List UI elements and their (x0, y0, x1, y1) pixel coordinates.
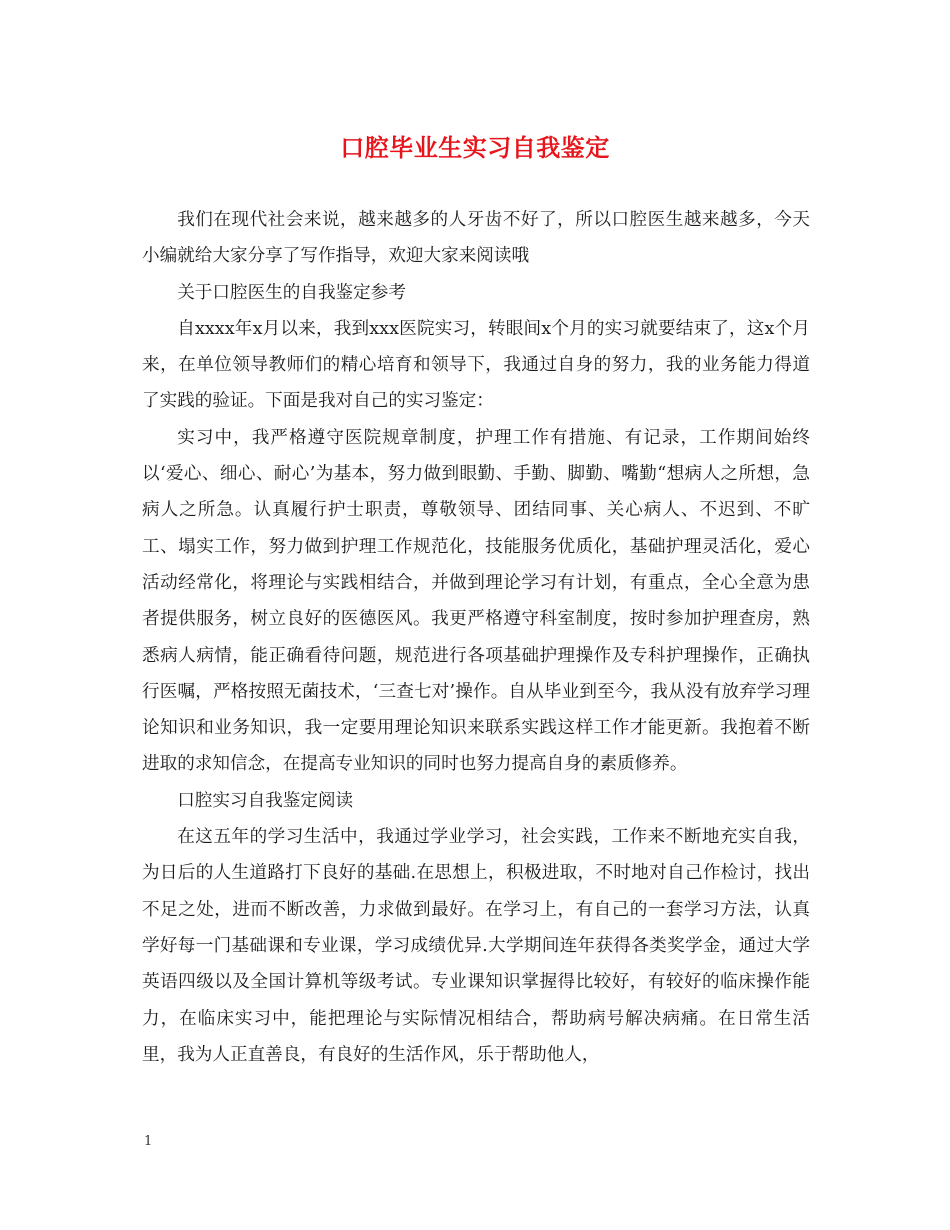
paragraph-heading-reading: 口腔实习自我鉴定阅读 (177, 790, 354, 811)
paragraph-internship-start: 自xxxx年x月以来，我到xxx医院实习，转眼间x个月的实习就要结束了，这x个月来，在单位领导教师们的精心培育和领导下，我通过自身的努力，我的业务能力得道了实践的验证。下面是我对自己的实习鉴定： (142, 318, 810, 412)
paragraph-intro: 我们在现代社会来说，越来越多的人牙齿不好了，所以口腔医生越来越多，今天小编就给大家分享了写作指导，欢迎大家来阅读哦 (142, 210, 810, 267)
page-number: 1 (144, 1134, 153, 1149)
paragraph-internship-details: 实习中，我严格遵守医院规章制度，护理工作有措施、有记录，工作期间始终以‘爱心、细心、耐心’为基本，努力做到眼勤、手勤、脚勤、嘴勤“想病人之所想，急病人之所急。认真履行护士职责，尊敬领导、团结同事、关心病人、不迟到、不旷工、塌实工作，努力做到护理工作规范化，技能服务优质化，基础护理灵活化，爱心活动经常化，将理论与实践相结合，并做到理论学习有计划，有重点，全心全意为患者提供服务，树立良好的医德医风。我更严格遵守科室制度，按时参加护理查房，熟悉病人病情，能正确看待问题，规范进行各项基础护理操作及专科护理操作，正确执行医嘱，严格按照无菌技术，‘三查七对’操作。自从毕业到至今，我从没有放弃学习理论知识和业务知识，我一定要用理论知识来联系实践这样工作才能更新。我抱着不断进取的求知信念，在提高专业知识的同时也努力提高自身的素质修养。 (142, 427, 810, 775)
document-title: 口腔毕业生实习自我鉴定 (340, 133, 610, 162)
paragraph-heading-reference: 关于口腔医生的自我鉴定参考 (177, 282, 406, 303)
document-body (142, 202, 810, 1073)
paragraph-five-years: 在这五年的学习生活中，我通过学业学习，社会实践，工作来不断地充实自我，为日后的人生道路打下良好的基础.在思想上，积极进取，不时地对自己作检讨，找出不足之处，进而不断改善，力求做到最好。在学习上，有自己的一套学习方法，认真学好每一门基础课和专业课，学习成绩优异.大学期间连年获得各类奖学金，通过大学英语四级以及全国计算机等级考试。专业课知识掌握得比较好，有较好的临床操作能力，在临床实习中，能把理论与实际情况相结合，帮助病号解决病痛。在日常生活里，我为人正直善良，有良好的生活作风，乐于帮助他人， (142, 827, 810, 1065)
